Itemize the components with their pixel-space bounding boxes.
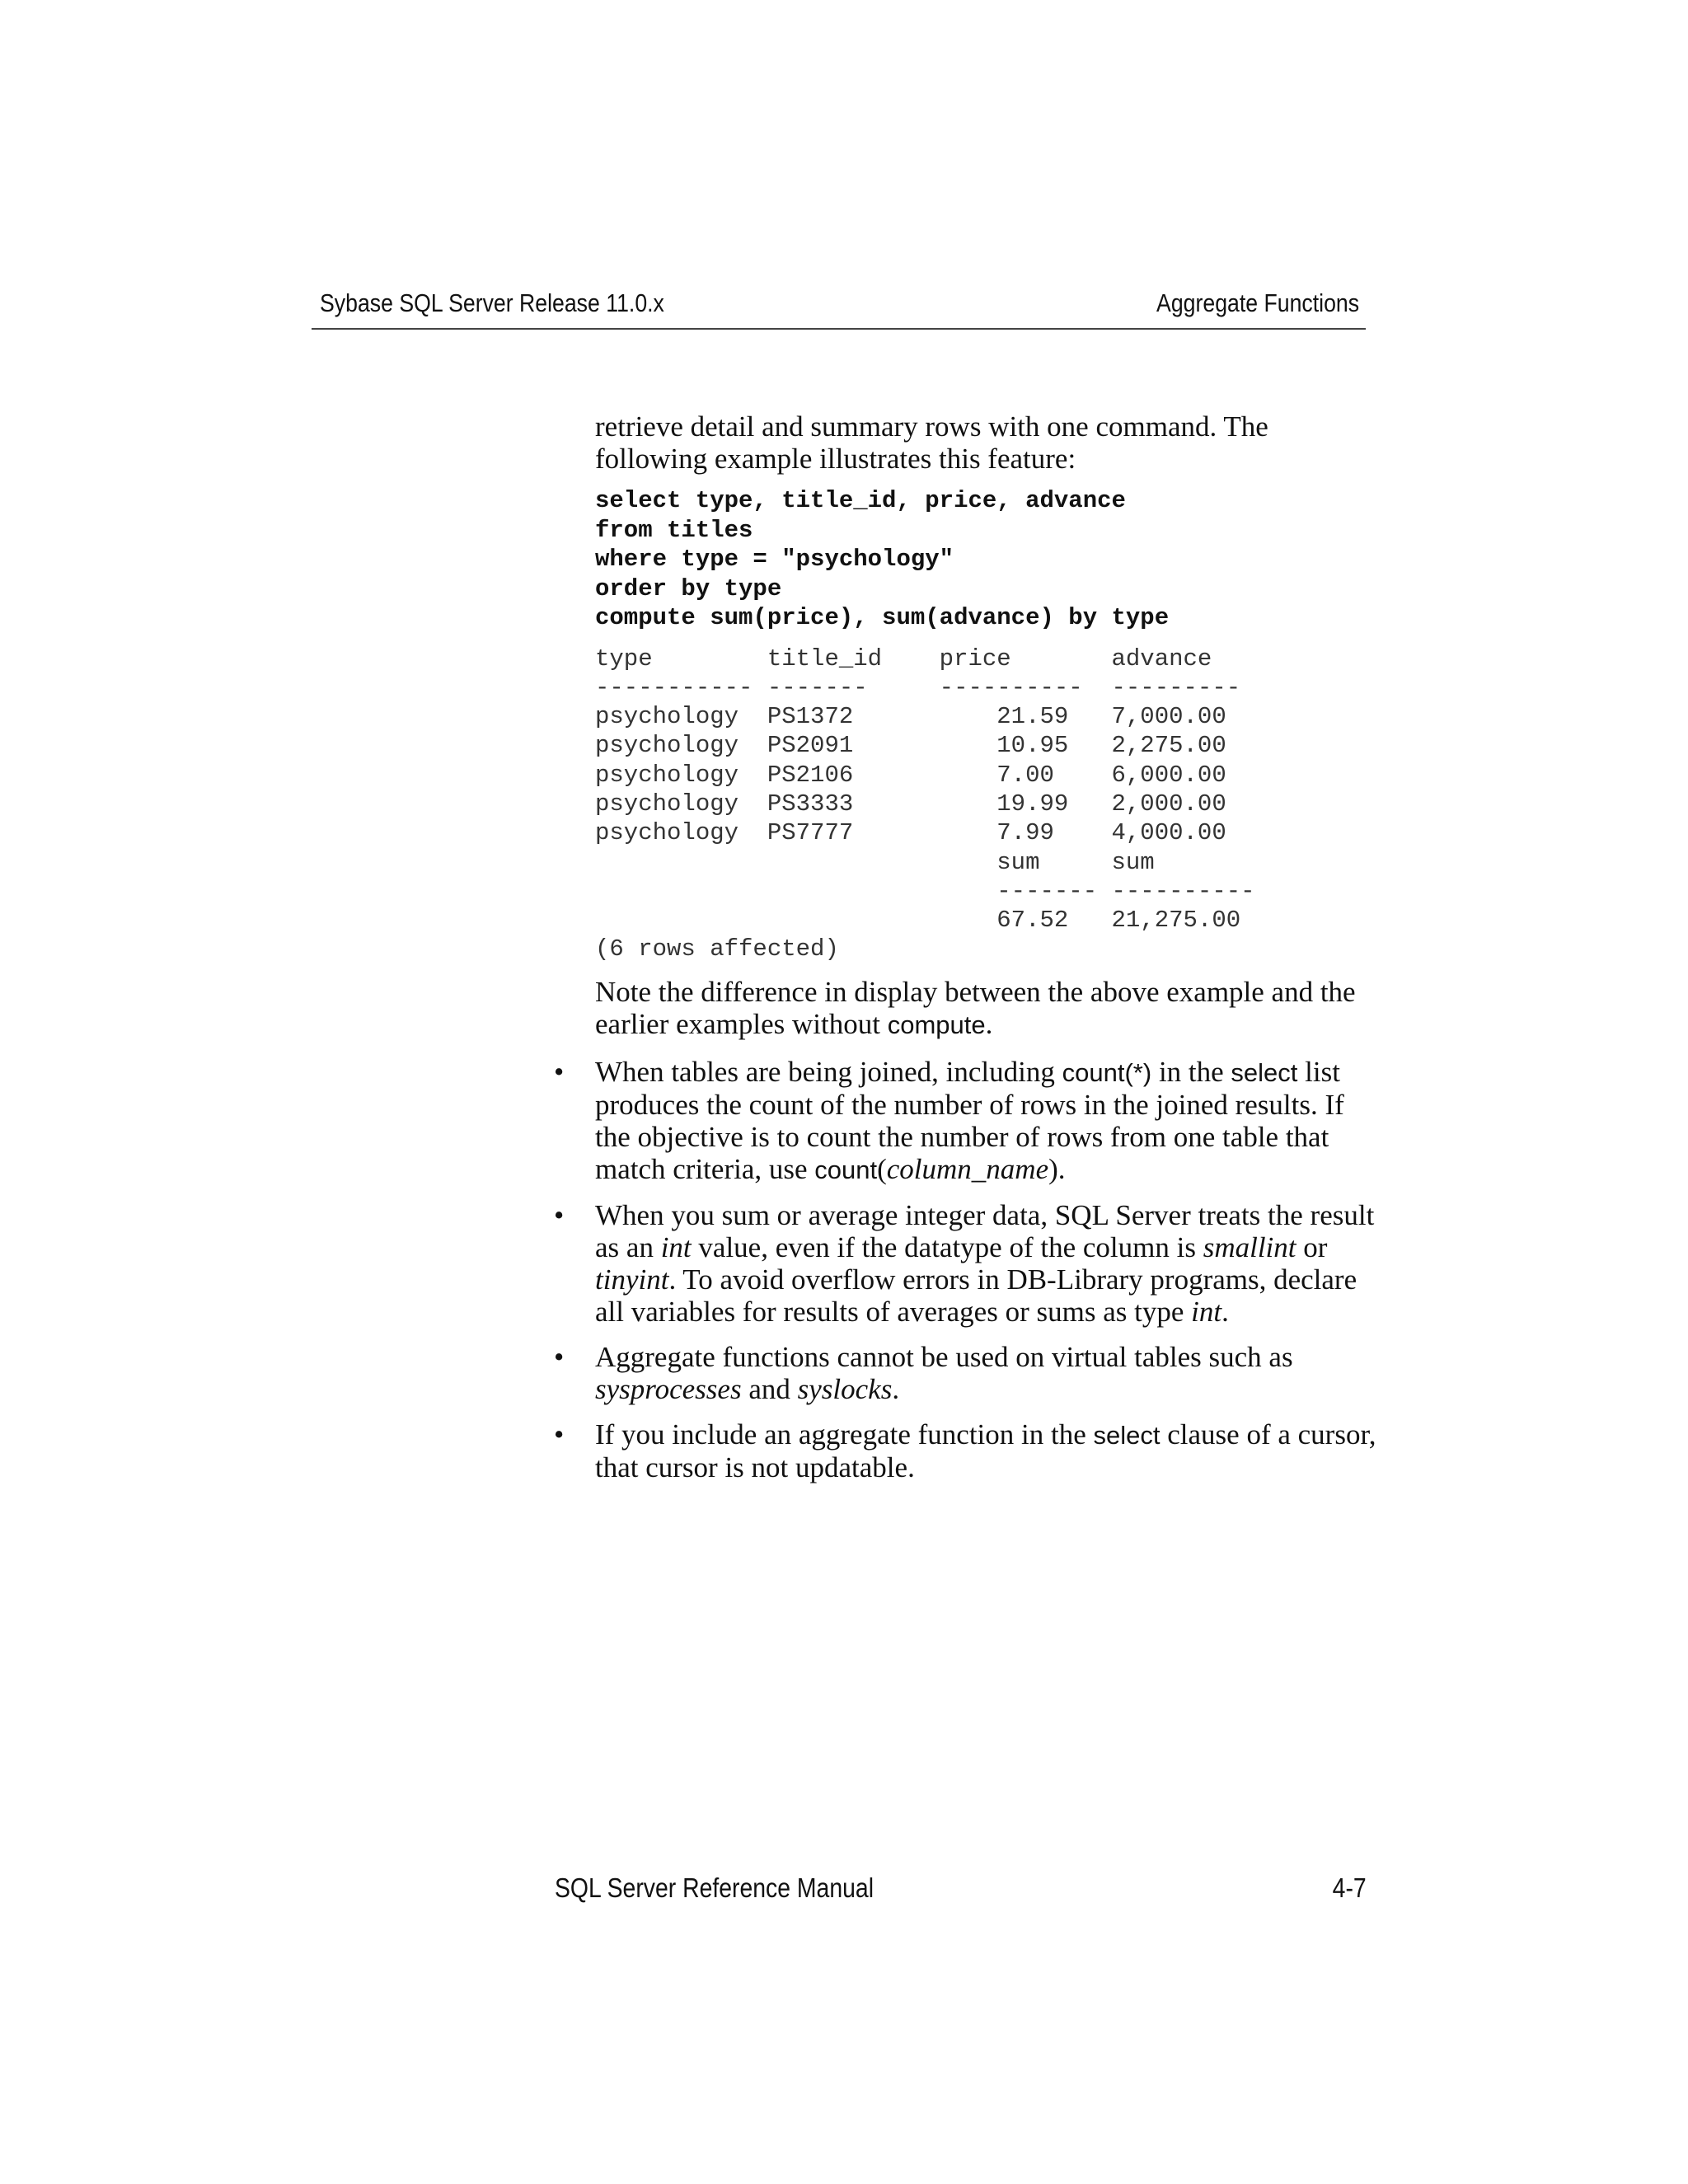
intro-paragraph: retrieve detail and summary rows with one command. The following example illustrates this feature: (595, 410, 1268, 475)
output-line: (6 rows affected) (595, 935, 839, 963)
running-footer-left: SQL Server Reference Manual (555, 1872, 874, 1903)
running-header-right: Aggregate Functions (1156, 288, 1359, 317)
bullet-glyph: • (554, 1418, 565, 1451)
output-line: psychology PS3333 19.99 2,000.00 (595, 790, 1226, 818)
code-line: select type, title_id, price, advance (595, 487, 1126, 514)
output-line: psychology PS2091 10.95 2,275.00 (595, 732, 1226, 760)
code-line: compute sum(price), sum(advance) by type (595, 604, 1170, 631)
query-output-block (595, 644, 1378, 964)
keyword-compute: compute (887, 1010, 986, 1039)
code-line: order by type (595, 574, 782, 602)
code-line: from titles (595, 516, 753, 544)
bullet-glyph: • (554, 1055, 565, 1088)
code-line: where type = "psychology" (595, 546, 954, 573)
output-line: psychology PS1372 21.59 7,000.00 (595, 703, 1226, 731)
output-line: psychology PS7777 7.99 4,000.00 (595, 819, 1226, 847)
sql-code-block (595, 486, 1378, 633)
bullet-glyph: • (554, 1340, 565, 1373)
bullet-glyph: • (554, 1198, 565, 1231)
page-number: 4-7 (1332, 1872, 1367, 1903)
main-content (554, 410, 1378, 1497)
note-paragraph: Note the difference in display between the above example and the earlier examples without compute. (595, 975, 1356, 1040)
bullet-list (554, 1055, 1378, 1483)
running-header-left: Sybase SQL Server Release 11.0.x (320, 288, 664, 317)
list-item: • Aggregate functions cannot be used on virtual tables such as sysprocesses and syslocks. (554, 1340, 1293, 1405)
output-line: sum sum (595, 848, 1155, 876)
output-line: 67.52 21,275.00 (595, 907, 1241, 935)
output-line: psychology PS2106 7.00 6,000.00 (595, 761, 1226, 789)
output-line: ----------- ------- ---------- --------- (595, 673, 1241, 701)
header-rule (312, 328, 1366, 330)
list-item: • When tables are being joined, including count(*) in the select list produces the count of the number of rows in the joined results. If the objective is to count the number of rows from one table that match criteria, use count(column_name). (554, 1055, 1344, 1185)
list-item: • If you include an aggregate function in the select clause of a cursor, that cursor is not updatable. (554, 1418, 1376, 1483)
output-line: ------- ---------- (595, 877, 1255, 905)
output-line: type title_id price advance (595, 644, 1212, 673)
list-item: • When you sum or average integer data, SQL Server treats the result as an int value, even if the datatype of the column is smallint or tinyint. To avoid overflow errors in DB-Library programs, declare all variables for results of averages or sums as type int. (554, 1198, 1375, 1328)
